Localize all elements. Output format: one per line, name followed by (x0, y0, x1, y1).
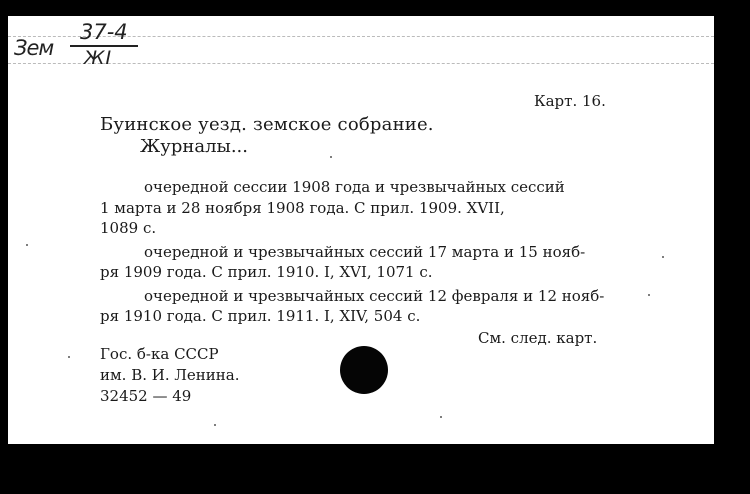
speck (26, 244, 28, 246)
speck (648, 294, 650, 296)
library-stamp-line: 32452 — 49 (100, 387, 192, 405)
speck (440, 416, 442, 418)
catalog-card (8, 16, 714, 444)
entry-line: 1 марта и 28 ноября 1908 года. С прил. 1909. XVII, (100, 199, 505, 217)
card-heading: Буинское уезд. земское собрание. (100, 114, 434, 135)
speck (330, 156, 332, 158)
card-number: Карт. 16. (534, 92, 606, 110)
handwritten-shelf-number: 37-4 (80, 20, 128, 44)
punch-hole (340, 346, 388, 394)
entry-line: очередной и чрезвычайных сессий 12 февраля и 12 нояб- (144, 287, 605, 305)
entry-line: ря 1909 года. С прил. 1910. I, XVI, 1071 с. (100, 263, 433, 281)
speck (68, 356, 70, 358)
card-subheading: Журналы... (140, 136, 248, 157)
entry-line: очередной и чрезвычайных сессий 17 марта и 15 нояб- (144, 243, 586, 261)
entry-line: 1089 с. (100, 219, 157, 237)
speck (662, 256, 664, 258)
entry-line: очередной сессии 1908 года и чрезвычайных сессий (144, 178, 565, 196)
library-stamp-line: Гос. б-ка СССР (100, 345, 219, 363)
library-stamp-line: им. В. И. Ленина. (100, 366, 240, 384)
ruled-line (8, 63, 714, 64)
entry-line: ря 1910 года. С прил. 1911. I, XIV, 504 с. (100, 307, 421, 325)
speck (214, 424, 216, 426)
handwritten-prefix: Зем (14, 36, 54, 60)
handwritten-shelf-sub: ЖI (84, 47, 113, 69)
see-next-card: См. след. карт. (478, 329, 598, 347)
